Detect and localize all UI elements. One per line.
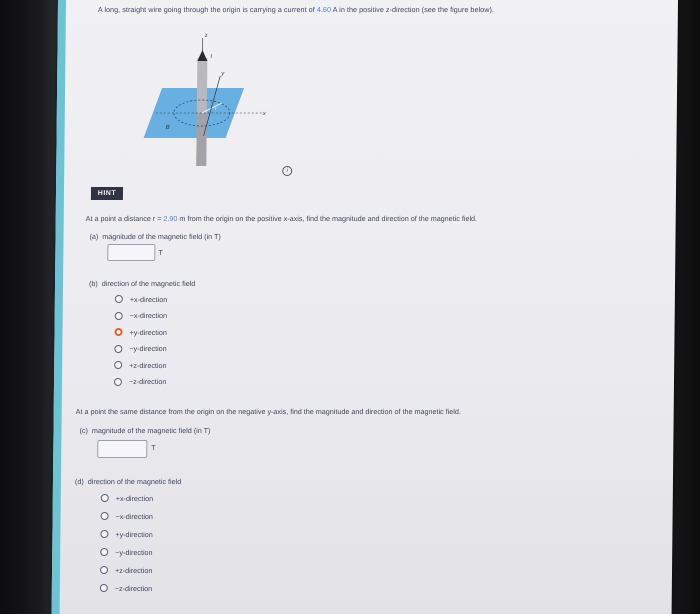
part-d-prompt: direction of the magnetic field: [87, 477, 182, 486]
part-b-option[interactable]: [114, 325, 167, 339]
option-label: +y-direction: [129, 327, 167, 337]
hint-button[interactable]: HINT: [91, 187, 123, 200]
part-b-option[interactable]: [114, 358, 167, 372]
option-label: −z-direction: [114, 583, 153, 593]
radio-button[interactable]: [101, 512, 109, 520]
radio-button[interactable]: [100, 548, 108, 556]
info-icon[interactable]: i: [282, 166, 292, 176]
question-page: [52, 0, 678, 614]
wire-figure: [141, 28, 272, 168]
radio-button[interactable]: [101, 494, 109, 502]
part-c-prompt: magnitude of the magnetic field (in T): [91, 426, 211, 435]
option-label: −x-direction: [129, 311, 168, 320]
x-label: x: [262, 111, 266, 117]
distance-value: 2.90: [163, 214, 178, 223]
part-b-prompt: direction of the magnetic field: [101, 279, 196, 288]
part-d-option[interactable]: [100, 563, 153, 577]
part-d-heading: [75, 477, 181, 486]
option-label: +z-direction: [129, 360, 167, 370]
part2-question: At a point the same distance from the origin on the negative y-axis, find the magnitude and direction of the magnetic field.: [75, 407, 461, 416]
radio-button[interactable]: [114, 328, 122, 336]
part-c-unit: T: [151, 443, 156, 452]
part-c-label: (c): [79, 426, 88, 435]
part-b-option[interactable]: [115, 309, 168, 323]
option-label: +x-direction: [115, 493, 154, 503]
radio-button[interactable]: [114, 345, 122, 353]
part-d-label: (d): [74, 477, 84, 486]
part-d-option[interactable]: [100, 545, 153, 559]
option-label: −z-direction: [128, 377, 167, 386]
part-d-option[interactable]: [100, 581, 153, 595]
part-c-heading: [79, 426, 210, 435]
part-b-option[interactable]: [114, 342, 167, 356]
radio-button[interactable]: [100, 566, 108, 574]
part-a-input[interactable]: [107, 244, 155, 261]
intro-prefix: A long, straight wire going through the origin is carrying a current of: [97, 5, 317, 14]
part-d-option[interactable]: [101, 509, 154, 523]
option-label: +z-direction: [114, 565, 153, 575]
radio-button[interactable]: [115, 312, 123, 320]
current-label: I: [210, 54, 213, 60]
part-c-input[interactable]: [97, 440, 147, 458]
part-a-heading: [89, 232, 220, 241]
radio-button[interactable]: [115, 295, 123, 303]
part-b-heading: [89, 279, 195, 288]
wire-lower: [196, 113, 207, 166]
option-label: −x-direction: [115, 511, 154, 521]
part1-prefix: At a point a distance r =: [85, 214, 164, 223]
part-d-option[interactable]: [100, 527, 153, 541]
radio-button[interactable]: [114, 378, 122, 386]
part-a-unit: T: [158, 248, 163, 257]
y-label: y: [221, 71, 225, 77]
radio-button[interactable]: [114, 361, 122, 369]
r-label: r: [214, 106, 217, 112]
part-a-label: (a): [89, 232, 99, 241]
part1-suffix: m from the origin on the positive x-axis, find the magnitude and direction of the magnetic field.: [177, 214, 478, 223]
radio-button[interactable]: [100, 530, 108, 538]
part1-question: [86, 214, 477, 223]
problem-intro: [98, 5, 494, 14]
b-label: B: [165, 125, 170, 131]
part-d-option[interactable]: [101, 491, 154, 505]
part-a-prompt: magnitude of the magnetic field (in T): [102, 232, 221, 241]
option-label: +y-direction: [115, 529, 153, 539]
option-label: +x-direction: [129, 294, 168, 304]
current-arrow: [197, 50, 207, 61]
part-b-option[interactable]: [115, 292, 168, 306]
intro-suffix: A in the positive z-direction (see the figure below).: [331, 5, 495, 14]
option-label: −y-direction: [129, 344, 167, 353]
option-label: −y-direction: [115, 547, 153, 557]
z-label: z: [204, 33, 208, 39]
radio-button[interactable]: [100, 584, 108, 592]
part-b-option[interactable]: [114, 375, 167, 389]
part-b-label: (b): [88, 279, 98, 288]
current-value: 4.60: [316, 5, 332, 14]
